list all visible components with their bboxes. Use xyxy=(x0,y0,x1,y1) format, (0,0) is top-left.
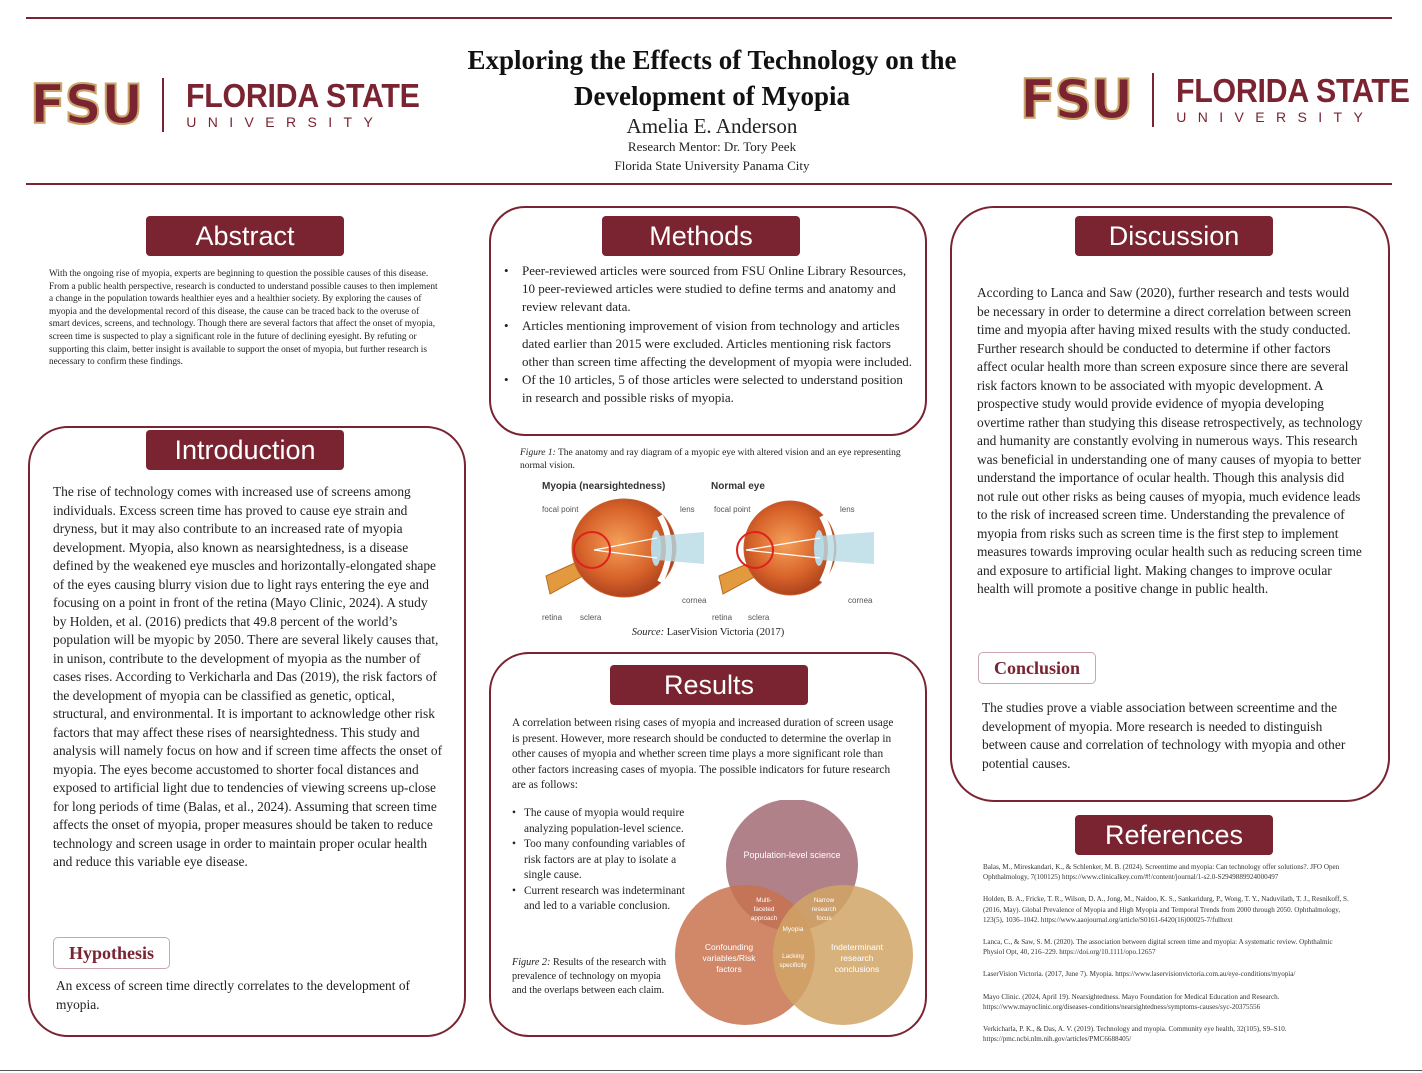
figure1-caption xyxy=(520,447,910,473)
results-list xyxy=(512,806,696,915)
venn-overlap-left-1: Multi- xyxy=(756,897,772,904)
label-focal-point: focal point xyxy=(714,505,751,514)
reference-item: LaserVision Victoria. (2017, June 7). Myopia. https://www.laservisionvictoria.com.au/eye-conditions/myopia/ xyxy=(983,970,1296,979)
reference-item: Balas, M., Mireskandari, K., & Schlenker, M. B. (2024). Screentime and myopia: Can technology offer solutions?. JFO Open Ophthalmology, 7(100125) https://www.clinicalkey.com/#!/content/journal/1-s2.0-S2949889924000497 xyxy=(983,863,1340,882)
label-cornea: cornea xyxy=(682,596,707,605)
venn-label-right-3: conclusions xyxy=(834,964,880,974)
reference-item: Verkicharla, P. K., & Das, A. V. (2019). Technology and myopia. Community eye health, 32(105), S9–S10. https://pmc.ncbi.nlm.nih.gov/articles/PMC6688405/ xyxy=(983,1025,1287,1044)
logo-divider xyxy=(162,78,164,132)
methods-item: • Articles mentioning improvement of vision from technology and articles dated earlier than 2015 were excluded. Articles mentioning risk factors other than screen time affecting the development of myopia were included. xyxy=(502,317,912,372)
logo-name: FLORIDA STATE xyxy=(186,77,420,114)
hypothesis-body: An excess of screen time directly correlates to the development of myopia. xyxy=(56,978,410,1012)
results-item: • Current research was indeterminant and led to a variable conclusion. xyxy=(512,884,696,915)
figure2-label: Figure 2: xyxy=(512,957,551,968)
label-lens: lens xyxy=(840,505,855,514)
venn-label-left-2: variables/Risk xyxy=(702,953,756,963)
light-rays xyxy=(657,532,704,564)
logo-divider xyxy=(1152,73,1154,127)
methods-item: • Of the 10 articles, 5 of those articles were selected to understand position in research and possible risks of myopia. xyxy=(502,371,912,407)
reference-item: Holden, B. A., Fricke, T. R., Wilson, D. A., Jong, M., Naidoo, K. S., Sankaridurg, P., Wong, T. Y., Naduvilath, T. J., Resnikoff, S. (2016, May). Global Prevalence of Myopia and High Myopia and Temporal Trends from 2000 through 2050. Ophthalmology, 123(5), 1036–1042. https://www.aaojournal.org/article/S0161-6420(16)00025-7/fulltext xyxy=(983,895,1349,924)
results-item: • Too many confounding variables of risk factors are at play to isolate a single cause. xyxy=(512,837,696,884)
footer-rule xyxy=(0,1070,1422,1071)
abstract-body: With the ongoing rise of myopia, experts are beginning to question the possible causes of this disease. From a public health perspective, research is conducted to understand possible causes to then implement a change in the population towards healthier eyes and a healthier society. By exploring the causes of myopia and the developmental record of this disease, the cause can be traced back to the overuse of smart devices, screens, and technology. Though there are several factors that affect the onset of myopia, screen time is suspected to play a significant role in the future of declining eyesight. By refuting or supporting this claim, better insight is available to support the onset of myopia, but further research is necessary to confirm these findings. xyxy=(49,269,438,368)
myopia-eye-title: Myopia (nearsightedness) xyxy=(542,481,666,492)
references-list xyxy=(983,862,1355,1056)
logo-wordmark xyxy=(1176,74,1422,126)
figure2-venn-diagram xyxy=(672,800,918,1032)
logo-subname: UNIVERSITY xyxy=(1176,109,1375,125)
hypothesis-heading: Hypothesis xyxy=(53,937,170,969)
venn-overlap-bottom-2: specificity xyxy=(779,962,807,969)
fsu-logo-left xyxy=(30,73,440,137)
poster-title xyxy=(400,42,1024,114)
introduction-heading: Introduction xyxy=(146,430,344,470)
header-bottom-rule xyxy=(26,183,1392,185)
label-focal-point: focal point xyxy=(542,505,579,514)
myopic-eye-illustration xyxy=(542,499,707,622)
conclusion-body: The studies prove a viable association between screentime and the development of myopia. More research is needed to distinguish between cause and correlation of technology with myopia and other potential causes. xyxy=(982,700,1346,771)
label-retina: retina xyxy=(542,613,563,622)
title-line-2: Development of Myopia xyxy=(574,81,850,111)
venn-center-label: Myopia xyxy=(782,926,804,933)
conclusion-heading: Conclusion xyxy=(978,652,1096,684)
header-top-rule xyxy=(26,17,1392,19)
venn-overlap-left-2: faceted xyxy=(753,906,775,913)
methods-heading: Methods xyxy=(602,216,800,256)
abstract-heading: Abstract xyxy=(146,216,344,256)
venn-overlap-right-1: Narrow xyxy=(813,897,835,904)
light-rays xyxy=(820,532,874,564)
label-cornea: cornea xyxy=(848,596,873,605)
discussion-heading: Discussion xyxy=(1075,216,1273,256)
label-lens: lens xyxy=(680,505,695,514)
figure1-label: Figure 1: xyxy=(520,448,556,458)
normal-eye-illustration xyxy=(712,501,874,622)
fsu-logo-right xyxy=(1020,68,1422,132)
logo-subname: UNIVERSITY xyxy=(186,114,385,130)
venn-label-left-1: Confounding xyxy=(704,942,754,952)
venn-label-right-2: research xyxy=(840,953,874,963)
figure2-caption-text: Results of the research with prevalence of technology on myopia and the overlaps between each claim. xyxy=(512,957,667,996)
fsu-logo-mark: FSU xyxy=(1020,68,1133,132)
methods-item: • Peer-reviewed articles were sourced from FSU Online Library Resources, 10 peer-reviewed articles were studied to define terms and anatomy and review relevant data. xyxy=(502,262,912,317)
fsu-logo-mark: FSU xyxy=(30,73,143,137)
venn-overlap-left-3: approach xyxy=(750,915,778,922)
figure1-eye-diagram xyxy=(534,476,882,628)
affiliation: Florida State University Panama City xyxy=(614,158,810,173)
author-name: Amelia E. Anderson xyxy=(626,114,798,138)
logo-name: FLORIDA STATE xyxy=(1176,72,1410,109)
results-body: A correlation between rising cases of myopia and increased duration of screen usage is present. However, more research should be conducted to determine the overlap in other causes of myopia and whether screen time plays a more significant role than other factors increasing cases of myopia. The possible indicators for future research are as follows: xyxy=(512,717,894,791)
figure1-source-text: LaserVision Victoria (2017) xyxy=(664,627,785,638)
normal-eye-title: Normal eye xyxy=(711,481,765,492)
venn-label-top: Population-level science xyxy=(743,850,841,860)
results-item: • The cause of myopia would require analyzing population-level science. xyxy=(512,806,696,837)
venn-overlap-bottom-1: Lacking xyxy=(782,953,804,960)
reference-item: Mayo Clinic. (2024, April 19). Nearsightedness. Mayo Foundation for Medical Education and Research. https://www.mayoclinic.org/diseases-conditions/nearsightedness/symptoms-causes/syc-20375556 xyxy=(983,992,1280,1011)
introduction-body: The rise of technology comes with increased use of screens among individuals. Excess screen time has proved to cause eye strain and dryness, but it may also contribute to an increased rate of myopia development. Myopia, also known as nearsightedness, is a disease defined by the weakened eye muscles and horizontally-elongated shape of the eyes causing blurry vision due to light rays entering the eye and focusing on a point in front of the retina (Mayo Clinic, 2024). A study by Holden, et al. (2016) predicts that 49.8 percent of the world’s population will be myopic by 2050. There are several likely causes that, in unison, contribute to the development of myopia as the number of cases rises. According to Verkicharla and Das (2019), the risk factors of the development of myopia can be classified as genetic, optical, structural, and environmental. It is important to acknowledge other risk factors that may affect these rises of nearsightedness. This study and analysis will namely focus on how and if screen time affects the onset of myopia. The eyes become accustomed to shorter focal distances and exposed to artificial light due to tendencies of viewing screens up-close for long periods of time (Balas, et al., 2024). Assuming that screen time affects the onset of myopia, proper measures should be taken to reduce technology and screen usage in order to maintain proper ocular health and reduce this variable eye disease. xyxy=(53,484,443,869)
discussion-body: According to Lanca and Saw (2020), further research and tests would be necessary in order to determine a direct correlation between screen time and myopia after having mixed results with the study conducted. Further research should be conducted to determine if other factors affect ocular health more than screen exposure since there are several risk factors known to be associated with myopic development. A prospective study would provide evidence of myopia developing overtime rather than studying this disease retrospectively, as technology and humanity are constantly evolving in numerous ways. This research was beneficial in understanding one of many causes of myopia to better understand the importance of ocular health. Though this analysis did not rule out other risks as being causes of myopia, much evidence leads to the risk of increased screen time. Understanding the prevalence of myopia from risks such as screen time is the first step to implement measures towards improving ocular health such as reducing screen time and exposure to artificial light. Making changes to improve ocular health will promote a positive change in public health. xyxy=(977,285,1363,596)
venn-label-left-3: factors xyxy=(716,964,742,974)
venn-label-right-1: Indeterminant xyxy=(831,942,883,952)
figure1-source xyxy=(489,627,927,638)
methods-list xyxy=(502,262,912,408)
title-line-1: Exploring the Effects of Technology on the xyxy=(467,45,957,75)
figure1-caption-text: The anatomy and ray diagram of a myopic eye with altered vision and an eye representing normal vision. xyxy=(520,448,901,471)
research-mentor: Research Mentor: Dr. Tory Peek xyxy=(627,139,797,154)
references-heading: References xyxy=(1075,815,1273,855)
figure1-source-label: Source: xyxy=(631,627,665,638)
results-heading: Results xyxy=(610,665,808,705)
figure2-caption xyxy=(512,956,668,997)
reference-item: Lanca, C., & Saw, S. M. (2020). The association between digital screen time and myopia: A systematic review. Ophthalmic Physiol Opt, 40, 216–229. https://doi.org/10.1111/opo.12657 xyxy=(983,938,1333,957)
venn-overlap-right-3: focus xyxy=(816,915,832,922)
label-sclera: sclera xyxy=(580,613,602,622)
venn-overlap-right-2: research xyxy=(811,906,837,913)
label-sclera: sclera xyxy=(748,613,770,622)
label-retina: retina xyxy=(712,613,733,622)
